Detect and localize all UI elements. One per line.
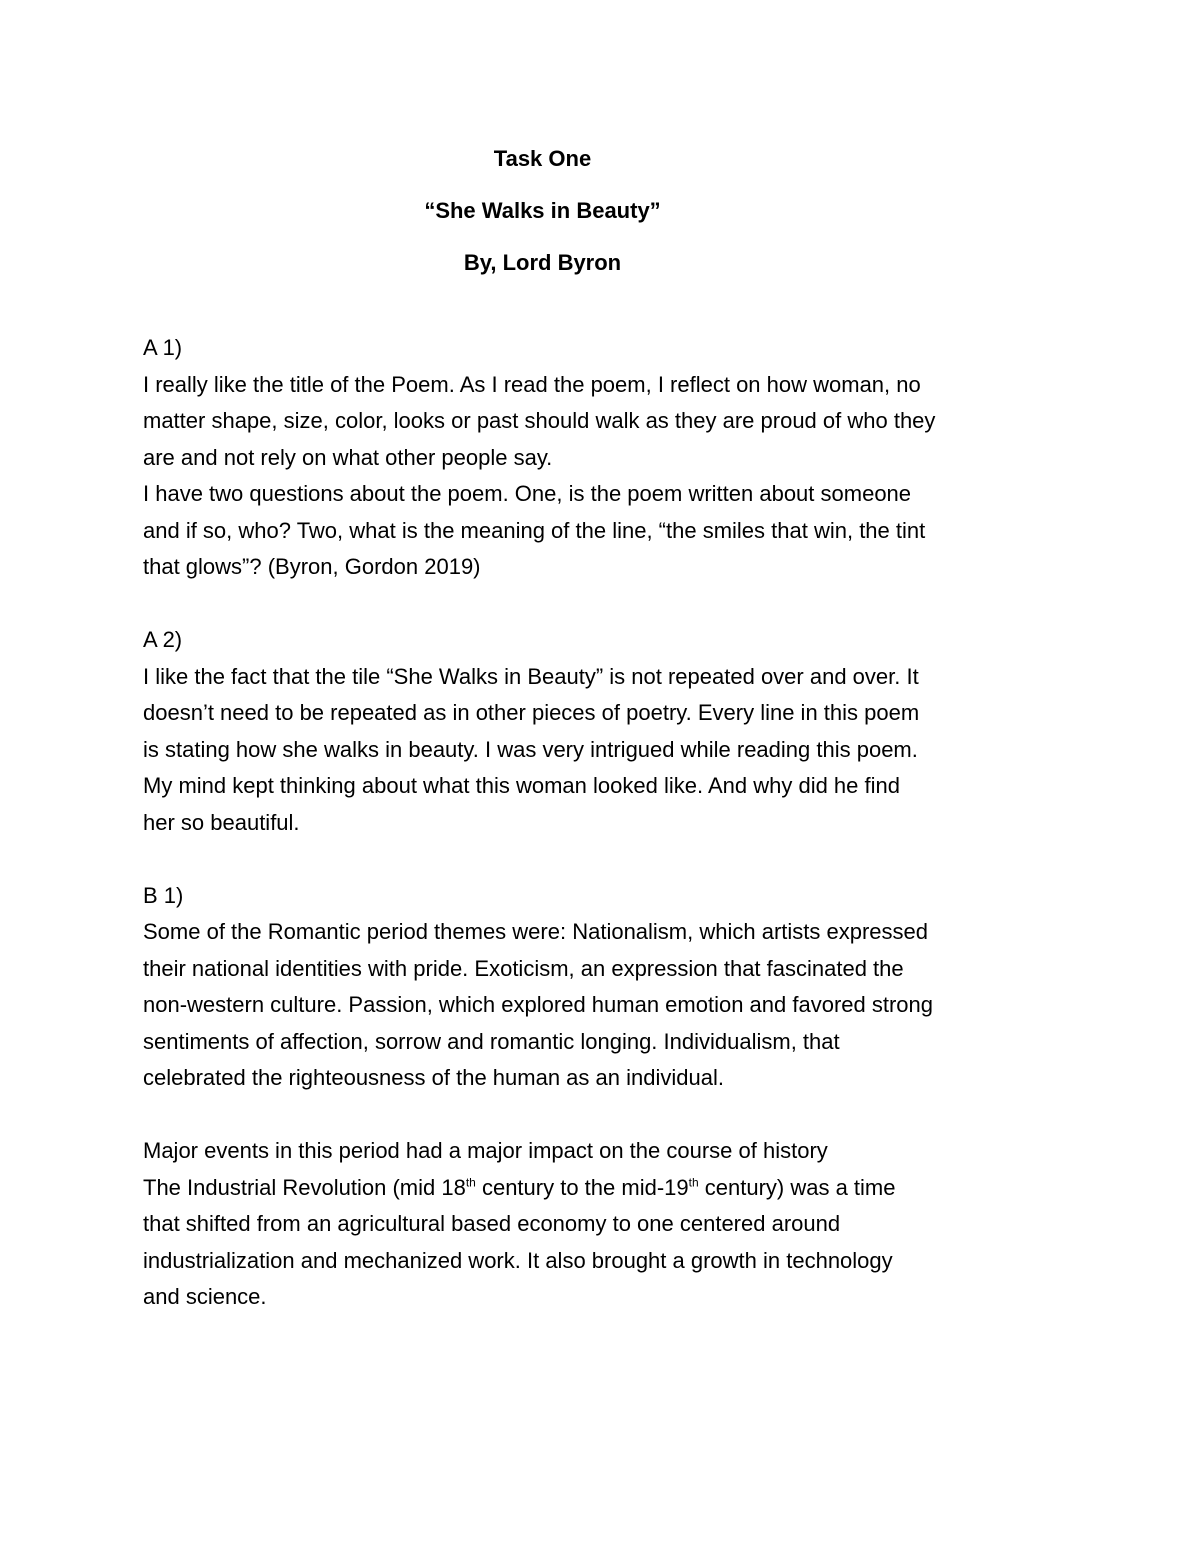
b1-line: sentiments of affection, sorrow and romantic longing. Individualism, that bbox=[143, 1028, 840, 1054]
events-line: that shifted from an agricultural based economy to one centered around bbox=[143, 1211, 841, 1236]
industrial-revolution-line bbox=[143, 1170, 1103, 1207]
events-line: and science. bbox=[143, 1284, 267, 1309]
a1-line: that glows”? (Byron, Gordon 2019) bbox=[143, 554, 481, 579]
poem-author: By, Lord Byron bbox=[463, 250, 622, 275]
ir-text: The Industrial Revolution (mid 18 bbox=[143, 1174, 466, 1200]
b1-line: non-western culture. Passion, which explored human emotion and favored strong bbox=[143, 992, 934, 1017]
paragraph-spacer bbox=[143, 586, 1103, 623]
paragraph-spacer bbox=[143, 1097, 1103, 1134]
a2-line: her so beautiful. bbox=[143, 809, 300, 835]
section-label-b1: B 1) bbox=[143, 882, 184, 908]
document-title: Task One bbox=[493, 146, 592, 171]
a1-line: matter shape, size, color, looks or past should walk as they are proud of who they bbox=[143, 408, 936, 433]
b1-line: Some of the Romantic period themes were: Nationalism, which artists expressed bbox=[143, 919, 929, 944]
section-label-a2: A 2) bbox=[143, 627, 183, 652]
a1-line: I have two questions about the poem. One, is the poem written about someone bbox=[143, 481, 912, 506]
b1-line: celebrated the righteousness of the human as an individual. bbox=[143, 1065, 724, 1090]
poem-title: “She Walks in Beauty” bbox=[424, 198, 661, 223]
document-body bbox=[143, 330, 1103, 1316]
a2-line: doesn’t need to be repeated as in other pieces of poetry. Every line in this poem bbox=[143, 700, 920, 725]
ir-superscript: th bbox=[688, 1175, 699, 1190]
a2-line: is stating how she walks in beauty. I was very intrigued while reading this poem. bbox=[143, 736, 918, 762]
events-line: industrialization and mechanized work. It also brought a growth in technology bbox=[143, 1247, 893, 1273]
events-intro: Major events in this period had a major impact on the course of history bbox=[143, 1138, 828, 1163]
paragraph-spacer bbox=[143, 841, 1103, 878]
a2-line: My mind kept thinking about what this woman looked like. And why did he find bbox=[143, 773, 900, 798]
a1-line: are and not rely on what other people say. bbox=[143, 444, 553, 470]
a1-line: and if so, who? Two, what is the meaning of the line, “the smiles that win, the tint bbox=[143, 517, 926, 543]
a2-line: I like the fact that the tile “She Walks in Beauty” is not repeated over and over. It bbox=[143, 663, 919, 689]
ir-text: century to the mid-19 bbox=[475, 1174, 689, 1200]
b1-line: their national identities with pride. Exoticism, an expression that fascinated the bbox=[143, 955, 904, 981]
section-label-a1: A 1) bbox=[143, 335, 183, 360]
ir-superscript: th bbox=[465, 1175, 476, 1190]
a1-line: I really like the title of the Poem. As I read the poem, I reflect on how woman, no bbox=[143, 371, 921, 397]
ir-text: century) was a time bbox=[698, 1174, 896, 1200]
